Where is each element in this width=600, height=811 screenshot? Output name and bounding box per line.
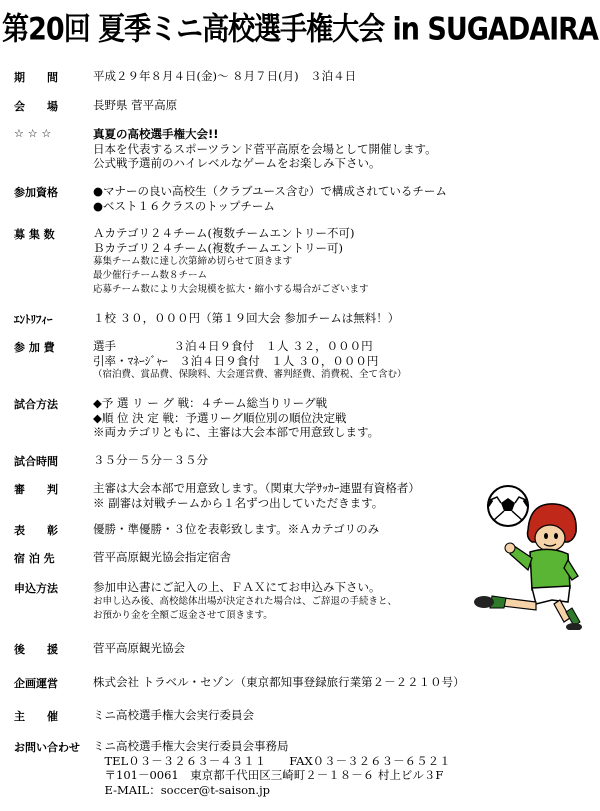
row-text: ◆予 選 リ ー グ 戦：４チーム総当りリーグ戦 bbox=[93, 396, 328, 410]
row-label: 試合方法 bbox=[14, 398, 58, 411]
row-text: ●ベスト１６クラスのトップチーム bbox=[93, 198, 275, 213]
row-text: ※ 副審は対戦チームから１名ずつ出していただきます。 bbox=[93, 495, 384, 510]
row-text: 長野県 菅平高原 bbox=[93, 98, 178, 112]
row-label: 主 催 bbox=[14, 710, 58, 723]
soccer-ball-icon bbox=[488, 486, 528, 526]
row-text: 日本を代表するスポーツランド菅平高原を会場として開催します。 bbox=[93, 141, 437, 156]
row-text: お申し込み後、高校総体出場が決定された場合は、ご辞退の手続きと、 bbox=[93, 595, 398, 607]
row-label: 試合時間 bbox=[14, 455, 58, 468]
row-text: ◆順 位 決 定 戦：予選リーグ順位別の順位決定戦 bbox=[93, 410, 347, 425]
row-label: 申込方法 bbox=[14, 582, 58, 595]
row-label: 企画運営 bbox=[14, 677, 58, 690]
row-text: お預かり金を全額ご返金させて頂きます。 bbox=[93, 609, 273, 621]
row-label: 審 判 bbox=[14, 483, 58, 496]
row-text: ３５分－５分－３５分 bbox=[93, 453, 208, 467]
row-text: 菅平高原観光協会 bbox=[93, 641, 185, 655]
row-text: 最少催行チーム数８チーム bbox=[93, 270, 208, 281]
row-label: お問い合わせ bbox=[14, 741, 80, 754]
row-text: 公式戦予選前のハイレベルなゲームをお楽しみ下さい。 bbox=[93, 156, 381, 170]
row-text: 応募チーム数により大会規模を拡大・縮小する場合がございます bbox=[93, 284, 369, 295]
row-text: ※両カテゴリともに、主審は大会本部で用意致します。 bbox=[93, 425, 380, 439]
row-text: 〒101－0061 東京都千代田区三崎町２－１８－６ 村上ビル３F bbox=[93, 768, 444, 782]
row-text: ミニ高校選手権大会実行委員会事務局 bbox=[93, 739, 289, 753]
row-text: 主審は大会本部で用意致します。（関東大学ｻｯｶｰ連盟有資格者） bbox=[93, 481, 420, 495]
row-text: 引率・ﾏﾈｰｼﾞｬｰ ３泊４日９食付 １人 ３０，０００円 bbox=[93, 353, 379, 368]
row-text: 平成２９年８月４日(金)～ ８月７日(月) ３泊４日 bbox=[93, 69, 357, 83]
row-label: 宿 泊 先 bbox=[14, 552, 55, 565]
soccer-player-mascot-icon bbox=[470, 480, 582, 630]
row-label: 後 援 bbox=[14, 643, 58, 656]
row-text: 参加申込書にご記入の上、ＦＡＸにてお申込み下さい。 bbox=[93, 580, 381, 594]
row-text: E-MAIL：soccer@t-saison.jp bbox=[93, 782, 271, 797]
row-label: 募 集 数 bbox=[14, 228, 55, 241]
row-text: ●マナーの良い高校生（クラブユース含む）で構成されているチーム bbox=[93, 184, 447, 198]
row-text: 菅平高原観光協会指定宿舎 bbox=[93, 550, 231, 564]
row-label: 参加資格 bbox=[14, 186, 58, 199]
row-label: ☆ ☆ ☆ bbox=[14, 127, 52, 140]
row-text: Ｂカテゴリ２４チーム(複数チームエントリー可) bbox=[93, 240, 344, 255]
row-text: Ａカテゴリ２４チーム(複数チームエントリー不可) bbox=[93, 226, 355, 240]
row-text: 株式会社 トラベル・セゾン（東京都知事登録旅行業第２－２２１０号） bbox=[93, 675, 465, 689]
row-label: 期 間 bbox=[14, 71, 58, 84]
page-title: 第20回 夏季ミニ高校選手権大会 in SUGADAIRA bbox=[2, 12, 598, 48]
row-label: ｴﾝﾄﾘﾌｨｰ bbox=[14, 313, 53, 326]
row-text: 選手 ３泊４日９食付 １人 ３２，０００円 bbox=[93, 339, 373, 353]
row-label: 表 彰 bbox=[14, 524, 58, 537]
row-text: 真夏の高校選手権大会!! bbox=[93, 127, 219, 141]
row-text: １校 ３０，０００円（第１９回大会 参加チームは無料！） bbox=[93, 311, 400, 325]
row-text: 優勝・準優勝・３位を表彰致します。※Ａカテゴリのみ bbox=[93, 522, 380, 536]
row-label: 会 場 bbox=[14, 100, 58, 113]
row-text: TEL０３－３２６３－４３１１ FAX０３－３２６３－６５２１ bbox=[93, 753, 451, 768]
row-text: （宿泊費、賞品費、保険料、大会運営費、審判経費、消費税、全て含む） bbox=[93, 369, 407, 380]
row-text: ミニ高校選手権大会実行委員会 bbox=[93, 708, 254, 722]
row-label: 参 加 費 bbox=[14, 341, 55, 354]
row-text: 募集チーム数に達し次第締め切らせて頂きます bbox=[93, 256, 293, 267]
